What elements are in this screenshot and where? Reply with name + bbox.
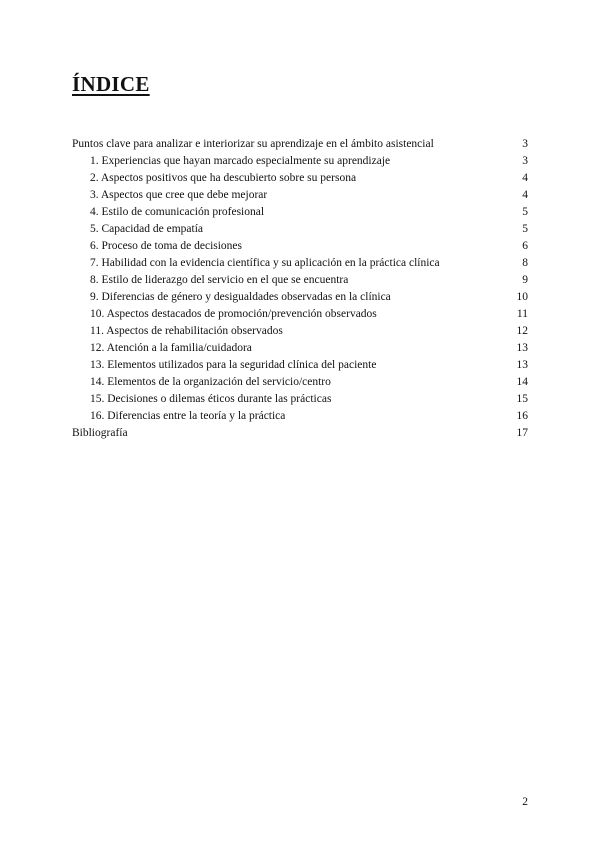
toc-entry-12[interactable] bbox=[72, 340, 528, 357]
toc-entry-label: 10. Aspectos destacados de promoción/prevención observados bbox=[90, 308, 377, 320]
toc-entry-label: 4. Estilo de comunicación profesional bbox=[90, 206, 265, 218]
toc-entry-page: 15 bbox=[516, 393, 528, 405]
toc-entry-6[interactable] bbox=[72, 238, 528, 255]
toc-entry-page: 11 bbox=[516, 308, 528, 320]
toc-entry-bibliography[interactable] bbox=[72, 425, 528, 442]
toc-entry-label: 2. Aspectos positivos que ha descubierto sobre su persona bbox=[90, 172, 357, 184]
table-of-contents bbox=[72, 136, 528, 442]
page-number: 2 bbox=[522, 796, 528, 808]
toc-entry-label: 14. Elementos de la organización del servicio/centro bbox=[90, 376, 331, 388]
toc-entry-label: 12. Atención a la familia/cuidadora bbox=[90, 342, 252, 354]
toc-entry-page: 16 bbox=[516, 410, 528, 422]
toc-entry-11[interactable] bbox=[72, 323, 528, 340]
toc-entry-label: 13. Elementos utilizados para la seguridad clínica del paciente bbox=[90, 359, 377, 371]
toc-entry-page: 17 bbox=[516, 427, 528, 439]
toc-entry-page: 3 bbox=[522, 155, 528, 167]
toc-entry-label: 3. Aspectos que cree que debe mejorar bbox=[90, 189, 268, 201]
toc-entry-page: 13 bbox=[516, 342, 528, 354]
toc-entry-page: 4 bbox=[522, 189, 528, 201]
toc-entry-label: 6. Proceso de toma de decisiones bbox=[90, 240, 243, 252]
toc-entry-14[interactable] bbox=[72, 374, 528, 391]
toc-entry-label: Puntos clave para analizar e interiorizar su aprendizaje en el ámbito asistencial bbox=[72, 138, 434, 150]
toc-entry-9[interactable] bbox=[72, 289, 528, 306]
toc-entry-10[interactable] bbox=[72, 306, 528, 323]
toc-entry-16[interactable] bbox=[72, 408, 528, 425]
toc-entry-7[interactable] bbox=[72, 255, 528, 272]
toc-entry-page: 3 bbox=[522, 138, 528, 150]
toc-entry-page: 13 bbox=[516, 359, 528, 371]
toc-entry-page: 9 bbox=[522, 274, 528, 286]
toc-entry-label: 1. Experiencias que hayan marcado especialmente su aprendizaje bbox=[90, 155, 391, 167]
toc-entry-label: 11. Aspectos de rehabilitación observados bbox=[90, 325, 283, 337]
toc-entry-3[interactable] bbox=[72, 187, 528, 204]
toc-entry-page: 5 bbox=[522, 206, 528, 218]
toc-entry-page: 8 bbox=[522, 257, 528, 269]
toc-entry-label: 9. Diferencias de género y desigualdades observadas en la clínica bbox=[90, 291, 391, 303]
toc-entry-5[interactable] bbox=[72, 221, 528, 238]
toc-entry-label: 15. Decisiones o dilemas éticos durante las prácticas bbox=[90, 393, 332, 405]
toc-entry-8[interactable] bbox=[72, 272, 528, 289]
toc-entry-2[interactable] bbox=[72, 170, 528, 187]
toc-entry-label: 5. Capacidad de empatía bbox=[90, 223, 204, 235]
toc-entry-page: 5 bbox=[522, 223, 528, 235]
toc-entry-13[interactable] bbox=[72, 357, 528, 374]
toc-entry-4[interactable] bbox=[72, 204, 528, 221]
toc-entry-15[interactable] bbox=[72, 391, 528, 408]
page-title: ÍNDICE bbox=[72, 72, 150, 96]
toc-entry-label: 8. Estilo de liderazgo del servicio en el que se encuentra bbox=[90, 274, 349, 286]
toc-entry-page: 14 bbox=[516, 376, 528, 388]
toc-entry-1[interactable] bbox=[72, 153, 528, 170]
toc-entry-page: 10 bbox=[516, 291, 528, 303]
toc-entry-label: 7. Habilidad con la evidencia científica y su aplicación en la práctica clínica bbox=[90, 257, 440, 269]
toc-entry-page: 12 bbox=[516, 325, 528, 337]
toc-entry-label: 16. Diferencias entre la teoría y la práctica bbox=[90, 410, 286, 422]
toc-entry-page: 4 bbox=[522, 172, 528, 184]
toc-entry-page: 6 bbox=[522, 240, 528, 252]
toc-entry-main[interactable] bbox=[72, 136, 528, 153]
toc-entry-label: Bibliografía bbox=[72, 427, 128, 439]
